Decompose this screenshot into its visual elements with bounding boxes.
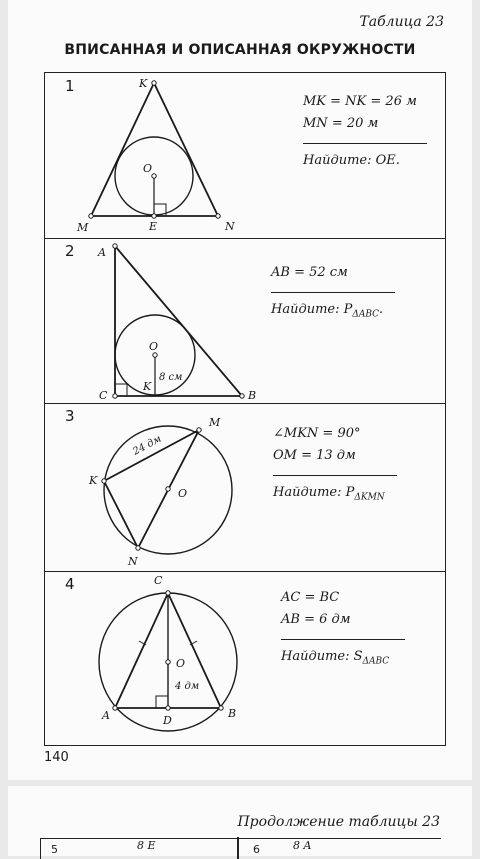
page-number: 140 [44,750,69,765]
next-page [8,786,472,856]
given-line: AC = BC [281,590,340,605]
point-m [89,214,93,218]
given-line: AB = 52 см [271,265,348,280]
problem-number: 1 [65,77,75,95]
problem-1 [45,73,445,239]
figure-right-triangle-incircle [45,238,265,403]
label-k: K [139,77,148,90]
page-title: ВПИСАННАЯ И ОПИСАННАЯ ОКРУЖНОСТИ [64,42,416,58]
column-divider [237,837,239,859]
point-c [166,591,170,595]
label-m: M [77,221,89,234]
given-line: MN = 20 м [303,116,379,131]
label-m: M [209,416,221,429]
point-o [166,487,170,491]
table-label: Таблица 23 [359,14,444,30]
figure-inscribed-right-triangle [45,403,265,571]
figure-isosceles-inscribed [45,571,265,745]
problem-4 [45,571,445,745]
point-o [153,353,157,357]
problem-conditions [281,587,405,673]
segment-length-label: 4 дм [175,681,200,692]
problem-3 [45,403,445,572]
next-table-top [40,838,441,859]
find-line: Найдите: $P_{\Delta KMN}$ [273,485,385,503]
problem-conditions [273,423,397,509]
point-label: 8 E [137,839,156,852]
label-c: C [99,389,108,402]
given-line: AB = 6 дм [281,612,351,627]
given-line: ∠MKN = 90° [273,426,361,441]
continuation-label: Продолжение таблицы 23 [237,814,440,830]
label-e: E [149,220,158,233]
problem-conditions [271,262,395,326]
label-n: N [128,555,138,568]
find-line: Найдите: OE. [303,153,400,168]
problem-number: 3 [65,407,75,425]
problem-2 [45,238,445,404]
find-line: Найдите: $P_{\Delta ABC}$. [271,302,384,320]
label-o: O [176,657,186,670]
label-k: K [143,380,152,393]
divider [303,143,427,144]
label-b: B [248,389,257,402]
point-e [152,214,156,218]
problem-table [44,72,446,746]
label-a: A [98,246,106,259]
point-n [136,546,140,550]
label-o: O [149,340,159,353]
point-d [166,706,170,710]
label-d: D [163,714,172,727]
side-length-label: 24 дм [131,433,164,458]
point-a [113,706,117,710]
point-k [152,81,156,85]
given-line: MK = NK = 26 м [303,94,417,109]
point-a [113,244,117,248]
divider [271,292,395,293]
label-o: O [143,162,153,175]
find-line: Найдите: $S_{\Delta ABC}$ [281,649,390,667]
label-b: B [228,707,237,720]
problem-conditions [303,91,427,172]
point-c [113,394,117,398]
point-m [197,428,201,432]
point-o [152,174,156,178]
page-140 [8,0,472,780]
point-n [216,214,220,218]
label-c: C [154,574,163,587]
divider [273,475,397,476]
figure-triangle-incircle [45,73,245,238]
divider [281,639,405,640]
label-n: N [225,220,235,233]
problem-number: 6 [253,843,260,856]
point-b [240,394,244,398]
problem-number: 5 [51,843,58,856]
given-line: OM = 13 дм [273,448,356,463]
point-o [166,660,170,664]
label-a: A [102,709,110,722]
point-k [102,479,106,483]
label-o: O [178,487,188,500]
point-label: 8 A [293,839,312,852]
problem-number: 4 [65,575,75,593]
problem-number: 2 [65,242,75,260]
point-b [219,706,223,710]
label-k: K [89,474,98,487]
radius-length-label: 8 см [159,372,183,383]
